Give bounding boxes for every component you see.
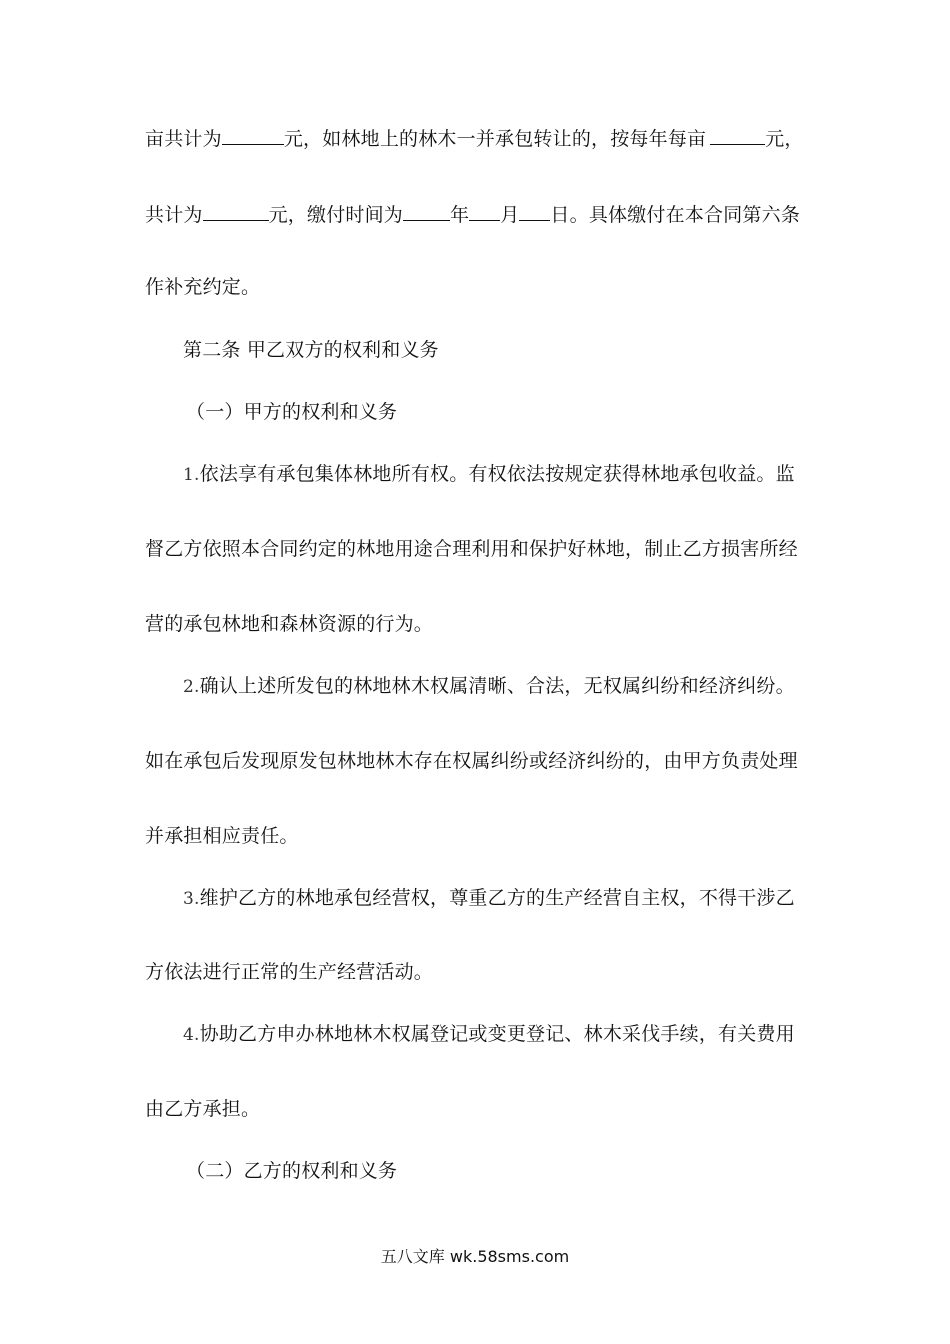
text-line	[145, 960, 433, 984]
item-number: 3.	[183, 889, 200, 909]
text-segment: 依法享有承包集体林地所有权。有权依法按规定获得林地承包收益。监	[199, 463, 795, 485]
text-line	[183, 1022, 795, 1047]
text-segment: 由乙方承担。	[145, 1098, 261, 1120]
section-heading	[186, 400, 397, 424]
text-line	[145, 824, 299, 848]
text-segment: 确认上述所发包的林地林木权属清晰、合法，无权属纠纷和经济纠纷。	[199, 675, 795, 697]
text-line	[145, 612, 433, 636]
text-segment: 日。具体缴付在本合同第六条	[550, 204, 801, 226]
item-number: 2.	[183, 677, 200, 697]
text-line	[183, 674, 795, 699]
text-segment: 亩共计为	[145, 128, 222, 150]
text-segment: 共计为	[145, 204, 203, 226]
fill-blank	[222, 126, 284, 145]
text-line	[183, 462, 795, 487]
fill-blank	[469, 202, 500, 221]
page-footer: 五八文库 wk.58sms.com	[380, 1247, 570, 1266]
text-line	[145, 537, 798, 561]
text-segment: 月	[500, 204, 520, 226]
text-line	[183, 886, 795, 911]
text-line	[145, 202, 800, 227]
text-segment: 方依法进行正常的生产经营活动。	[145, 961, 434, 983]
text-segment: 督乙方依照本合同约定的林地用途合理利用和保护好林地，制止乙方损害所经	[145, 538, 798, 560]
text-segment: 元，缴付时间为	[268, 204, 404, 226]
text-segment: 元，	[765, 128, 804, 150]
article-heading	[183, 338, 439, 362]
text-line	[145, 126, 804, 151]
fill-blank	[519, 202, 550, 221]
text-segment: 第二条 甲乙双方的权利和义务	[183, 339, 439, 361]
text-segment: 年	[450, 204, 470, 226]
text-segment: （一）甲方的权利和义务	[186, 401, 398, 423]
fill-blank	[403, 202, 450, 221]
text-line	[145, 275, 260, 299]
text-segment: （二）乙方的权利和义务	[186, 1160, 398, 1182]
section-heading	[186, 1159, 397, 1183]
text-segment: 如在承包后发现原发包林地林木存在权属纠纷或经济纠纷的，由甲方负责处理	[145, 750, 798, 772]
text-segment: 营的承包林地和森林资源的行为。	[145, 613, 434, 635]
text-line	[145, 1097, 260, 1121]
item-number: 4.	[183, 1025, 200, 1045]
item-number: 1.	[183, 465, 200, 485]
fill-blank	[203, 202, 269, 221]
text-segment: 协助乙方申办林地林木权属登记或变更登记、林木采伐手续，有关费用	[199, 1023, 795, 1045]
text-segment: 作补充约定。	[145, 276, 261, 298]
text-segment: 并承担相应责任。	[145, 825, 299, 847]
text-line	[145, 749, 798, 773]
text-segment: 元，如林地上的林木一并承包转让的，按每年每亩	[283, 128, 707, 150]
text-segment: 维护乙方的林地承包经营权，尊重乙方的生产经营自主权，不得干涉乙	[199, 887, 795, 909]
fill-blank	[710, 126, 765, 145]
